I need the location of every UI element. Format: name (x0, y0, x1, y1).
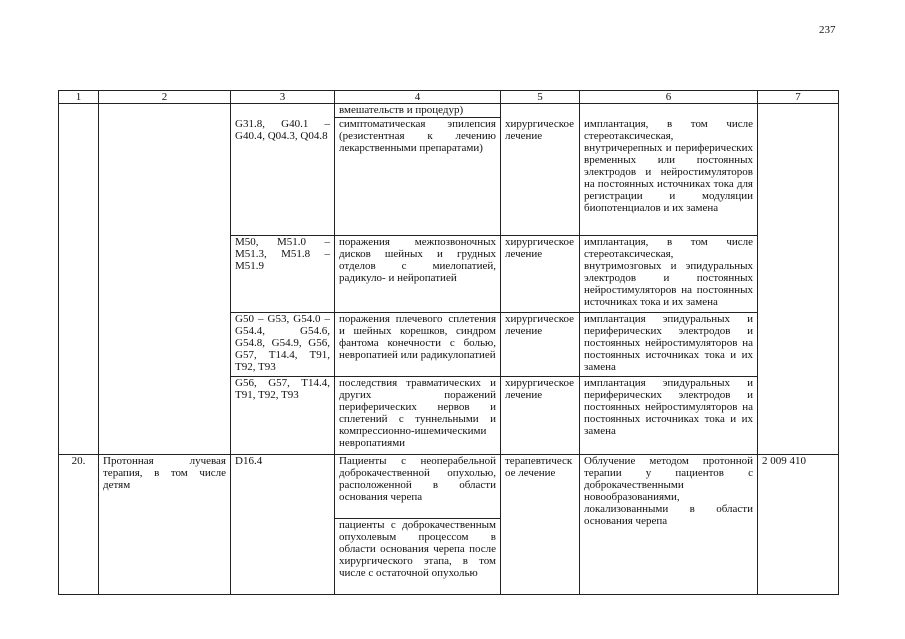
condition-cell: Пациенты с неоперабельной доброкачественной опухолью, расположенной в области основания черепа (335, 455, 501, 519)
condition-cell: вмешательств и процедур) (335, 104, 501, 118)
treatment-type-cell: терапевтическое лечение (501, 455, 580, 595)
condition-cell: последствия травматических и других поражений периферических нервов и сплетений с туннельными и компрессионно-ишемическими невропатиями (335, 377, 501, 455)
diagnosis-codes-cell: G56, G57, T14.4, T91, T92, T93 (231, 377, 335, 455)
cell-empty (580, 104, 758, 118)
procedure-name-cell: Протонная лучевая терапия, в том числе детям (99, 455, 231, 595)
diagnosis-codes-cell: M50, M51.0 – M51.3, M51.8 – M51.9 (231, 236, 335, 313)
page-number: 237 (819, 24, 836, 36)
cell-empty (501, 104, 580, 118)
table-row (59, 455, 839, 519)
treatment-type-cell: хирургическое лечение (501, 118, 580, 236)
column-number: 2 (99, 91, 231, 104)
cell-empty (231, 104, 335, 118)
treatment-method-cell: имплантация эпидуральных и периферических электродов и постоянных нейростимуляторов на постоянных источниках тока и их замена (580, 313, 758, 377)
entry-number: 20. (59, 455, 99, 595)
treatment-method-cell: имплантация эпидуральных и периферических электродов и постоянных нейростимуляторов на постоянных источниках тока и их замена (580, 377, 758, 455)
condition-cell: поражения плечевого сплетения и шейных корешков, синдром фантома конечности с болью, невропатией или радикулопатией (335, 313, 501, 377)
column-number: 1 (59, 91, 99, 104)
treatment-method-cell: Облучение методом протонной терапии у пациентов с доброкачественными новообразованиями, локализованными в области основания черепа (580, 455, 758, 595)
condition-cell: симптоматическая эпилепсия (резистентная к лечению лекарственными препаратами) (335, 118, 501, 236)
treatment-type-cell: хирургическое лечение (501, 313, 580, 377)
treatment-type-cell: хирургическое лечение (501, 377, 580, 455)
condition-cell: пациенты с доброкачественным опухолевым процессом в области основания черепа после хирургического этапа, в том числе с остаточной опухолью (335, 519, 501, 595)
price-cell: 2 009 410 (758, 455, 839, 595)
cell-empty (59, 104, 99, 455)
treatment-method-cell: имплантация, в том числе стереотаксическая, внутримозговых и эпидуральных электродов и постоянных нейростимуляторов на постоянных источниках тока и их замена (580, 236, 758, 313)
cell-empty (758, 104, 839, 455)
column-number: 4 (335, 91, 501, 104)
condition-cell: поражения межпозвоночных дисков шейных и грудных отделов с миелопатией, радикуло- и нейропатией (335, 236, 501, 313)
column-number: 3 (231, 91, 335, 104)
cell-empty (99, 104, 231, 455)
column-number: 6 (580, 91, 758, 104)
diagnosis-codes-cell: G50 – G53, G54.0 – G54.4, G54.6, G54.8, G54.9, G56, G57, T14.4, T91, T92, T93 (231, 313, 335, 377)
column-number-row (59, 91, 839, 104)
diagnosis-codes-cell: D16.4 (231, 455, 335, 595)
column-number: 7 (758, 91, 839, 104)
diagnosis-codes-cell: G31.8, G40.1 – G40.4, Q04.3, Q04.8 (231, 118, 335, 236)
treatment-type-cell: хирургическое лечение (501, 236, 580, 313)
column-number: 5 (501, 91, 580, 104)
table-row (59, 104, 839, 118)
treatment-method-cell: имплантация, в том числе стереотаксическая, внутричерепных и периферических временных или постоянных электродов и нейростимуляторов на постоянных источниках тока для регистрации и модуляции биопотенциалов и их замена (580, 118, 758, 236)
procedures-table (58, 90, 839, 595)
